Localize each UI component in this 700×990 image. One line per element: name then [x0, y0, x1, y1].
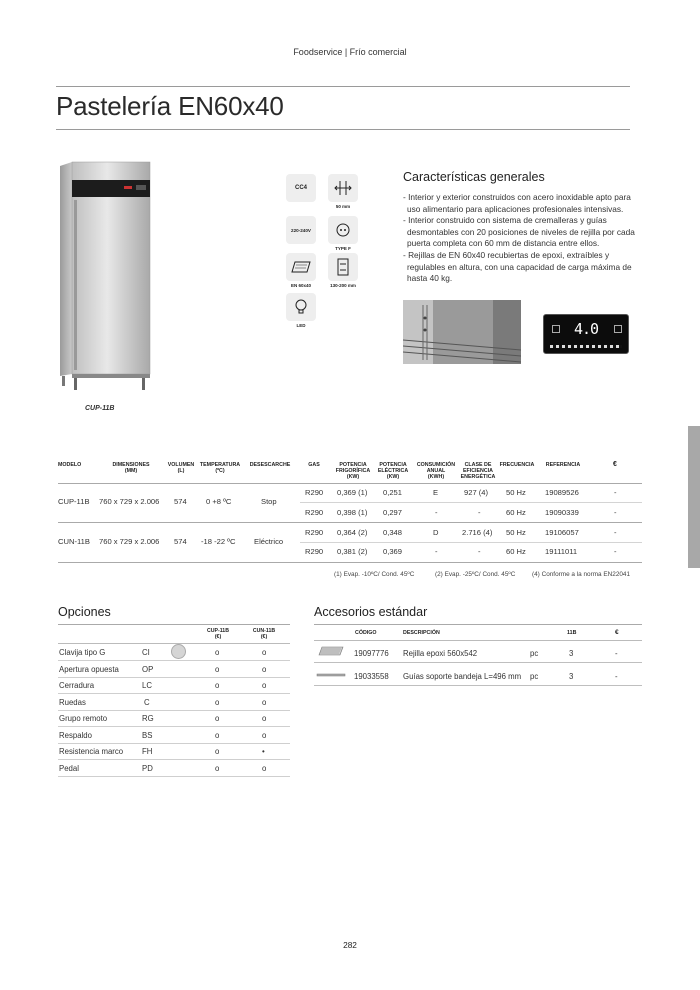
plug-icon: TYPE F [328, 216, 358, 251]
acc-col-price: € [615, 629, 619, 636]
option-label: Cerradura [59, 681, 95, 690]
option-value-cun: o [262, 665, 267, 674]
acc-code: 19097776 [354, 649, 389, 658]
specs-header-rule [58, 483, 642, 484]
option-row [58, 644, 290, 661]
page-title: Pastelería EN60x40 [56, 91, 284, 121]
acc-code: 19033558 [354, 672, 389, 681]
col-defrost: DESESCARCHE [249, 462, 291, 468]
option-value-cup: o [215, 714, 220, 723]
specs-group-rule [58, 522, 642, 523]
acc-unit: pc [530, 649, 539, 658]
cell-model: CUP-11B [58, 497, 90, 506]
climate-class-icon: CC4 [286, 174, 316, 202]
cell-gas: R290 [305, 547, 324, 556]
cell-frequency: 50 Hz [506, 528, 526, 537]
option-value-cun: o [262, 731, 267, 740]
footnote: (1) Evap. -10ºC/ Cond. 45ºC [334, 571, 415, 578]
cell-frequency: 60 Hz [506, 508, 526, 517]
tray-guide-icon [316, 672, 346, 678]
option-value-cun: o [262, 681, 267, 690]
acc-col-qty: 11B [567, 630, 577, 636]
features-title: Características generales [403, 170, 545, 184]
voltage-icon: 220-240V [286, 216, 316, 244]
acc-desc: Guías soporte bandeja L=496 mm [403, 672, 522, 681]
feature-item: - Interior y exterior construidos con acero inoxidable apto para uso alimentario para aplicaciones profesionales intensivas. [403, 192, 631, 214]
option-code: PD [142, 764, 153, 773]
acc-col-code: CÓDIGO [355, 630, 377, 636]
cell-temperature: -18 -22 ºC [201, 537, 236, 546]
col-price: € [613, 461, 617, 468]
rack-spacing-icon: 130-200 mm [328, 253, 358, 288]
option-value-cun: o [262, 764, 267, 773]
option-value-cup: o [215, 681, 220, 690]
col-frequency: FRECUENCIA [499, 462, 535, 468]
cell-dims: 760 x 729 x 2.006 [99, 497, 160, 506]
option-row [58, 710, 290, 727]
footnote: (2) Evap. -25ºC/ Cond. 45ºC [435, 571, 516, 578]
options-title: Opciones [58, 605, 111, 619]
feature-item: - Rejillas de EN 60x40 recubiertas de epoxi, extraíbles y regulables en altura, con una capacidad de carga máxima de hasta 40 kg. [403, 249, 632, 284]
option-code: LC [142, 681, 152, 690]
option-label: Respaldo [59, 731, 92, 740]
option-row [58, 677, 290, 694]
cell-temperature: 0 +8 ºC [206, 497, 232, 506]
col-power-cool: POTENCIA FRIGORÍFICA (KW) [335, 462, 371, 480]
options-col-cup: CUP-11B (€) [207, 628, 229, 640]
option-label: Pedal [59, 764, 79, 773]
option-value-cup: o [215, 764, 220, 773]
option-label: Grupo remoto [59, 714, 108, 723]
acc-price: - [615, 649, 618, 658]
footnote: (4) Conforme a la norma EN22041 [532, 571, 631, 578]
option-code: OP [142, 665, 154, 674]
insulation-icon: 50 mm [328, 174, 358, 209]
cell-price: - [614, 547, 617, 556]
acc-desc: Rejilla epoxi 560x542 [403, 649, 478, 658]
option-value-cun: o [262, 698, 267, 707]
cell-reference: 19106057 [545, 528, 579, 537]
option-value-cup: o [215, 648, 220, 657]
product-image [58, 160, 154, 392]
option-code: FH [142, 747, 153, 756]
cell-price: - [614, 528, 617, 537]
cell-model: CUN-11B [58, 537, 90, 546]
cell-power-el: 0,251 [383, 488, 403, 497]
page-number: 282 [343, 940, 357, 950]
features-list [403, 192, 643, 285]
col-dims: DIMENSIONES (MM) [112, 462, 150, 474]
cell-reference: 19089526 [545, 488, 579, 497]
option-code: C [144, 698, 150, 707]
option-code: RG [142, 714, 154, 723]
plug-g-icon [171, 644, 186, 659]
cell-energy-class: D [433, 528, 439, 537]
option-label: Apertura opuesta [59, 665, 119, 674]
title-rule [56, 129, 630, 130]
cell-consumption: 2.716 (4) [462, 528, 493, 537]
cell-power-cool: 0,369 (1) [337, 488, 368, 497]
product-caption: CUP-11B [85, 405, 115, 412]
feature-item: - Interior construido con sistema de cremalleras y guías desmontables con 20 posiciones de niveles de rejilla por cada puerta completa con 60 mm de distancia entre ellos. [403, 215, 635, 249]
col-consumption: CONSUMICIÓN ANUAL (KWH) [416, 462, 456, 480]
cell-power-el: 0,297 [383, 508, 403, 517]
cell-energy-class: - [435, 547, 438, 556]
interior-rack-photo [403, 300, 521, 364]
col-power-el: POTENCIA ELÉCTRICA (KW) [377, 462, 409, 480]
cell-energy-class: - [435, 508, 438, 517]
col-model: MODELO [58, 462, 82, 468]
option-label: Clavija tipo G [59, 648, 106, 657]
tray-icon: EN 60x40 [286, 253, 316, 288]
light-bulb-icon: LED [286, 293, 316, 328]
option-row [58, 727, 290, 744]
grid-shelf-icon [318, 646, 344, 656]
option-row [58, 760, 290, 777]
specs-bottom-rule [58, 562, 642, 563]
control-display-photo [543, 314, 629, 354]
col-reference: REFERENCIA [545, 462, 581, 468]
col-energy-class: CLASE DE EFICIENCIA ENERGÉTICA [460, 462, 496, 480]
col-temperature: TEMPERATURA (ºC) [199, 462, 241, 474]
acc-qty: 3 [569, 649, 574, 658]
cell-volume: 574 [174, 537, 187, 546]
acc-unit: pc [530, 672, 539, 681]
cell-energy-class: E [433, 488, 439, 497]
option-value-cun: • [262, 747, 265, 756]
option-value-cun: o [262, 714, 267, 723]
cell-defrost: Stop [261, 497, 277, 506]
option-row [58, 694, 290, 711]
options-col-cun: CUN-11B (€) [252, 628, 276, 640]
option-code: CI [142, 648, 150, 657]
cell-reference: 19090339 [545, 508, 579, 517]
cell-gas: R290 [305, 508, 324, 517]
options-top-rule [58, 624, 290, 625]
acc-col-desc: DESCRIPCIÓN [403, 630, 440, 636]
col-volume: VOLUMEN (L) [167, 462, 195, 474]
cell-power-cool: 0,381 (2) [337, 547, 368, 556]
acc-price: - [615, 672, 618, 681]
cell-gas: R290 [305, 528, 324, 537]
option-row [58, 743, 290, 760]
cell-power-cool: 0,398 (1) [337, 508, 368, 517]
accessory-row [314, 664, 642, 686]
option-code: BS [142, 731, 153, 740]
cell-reference: 19111011 [545, 547, 578, 556]
cell-frequency: 60 Hz [506, 547, 526, 556]
side-index-tab [688, 426, 700, 568]
cell-price: - [614, 488, 617, 497]
option-row [58, 661, 290, 678]
display-readout: 4.0 [574, 320, 599, 338]
option-value-cup: o [215, 731, 220, 740]
cell-power-cool: 0,364 (2) [337, 528, 368, 537]
option-value-cup: o [215, 665, 220, 674]
option-value-cup: o [215, 747, 220, 756]
accessories-top-rule [314, 624, 642, 625]
cell-dims: 760 x 729 x 2.006 [99, 537, 160, 546]
accessories-title: Accesorios estándar [314, 605, 428, 619]
col-gas: GAS [308, 462, 320, 468]
cell-consumption: - [478, 547, 481, 556]
cell-frequency: 50 Hz [506, 488, 526, 497]
section-header: Foodservice | Frío comercial [293, 47, 407, 57]
cell-gas: R290 [305, 488, 324, 497]
cell-price: - [614, 508, 617, 517]
cell-defrost: Eléctrico [254, 537, 284, 546]
top-rule [56, 86, 630, 87]
cell-consumption: 927 (4) [464, 488, 489, 497]
cell-volume: 574 [174, 497, 187, 506]
option-label: Ruedas [59, 698, 86, 707]
cell-consumption: - [478, 508, 481, 517]
cell-power-el: 0,369 [383, 547, 403, 556]
cell-power-el: 0,348 [383, 528, 403, 537]
accessory-row [314, 641, 642, 663]
acc-qty: 3 [569, 672, 574, 681]
option-value-cun: o [262, 648, 267, 657]
option-label: Resistencia marco [59, 747, 124, 756]
option-value-cup: o [215, 698, 220, 707]
